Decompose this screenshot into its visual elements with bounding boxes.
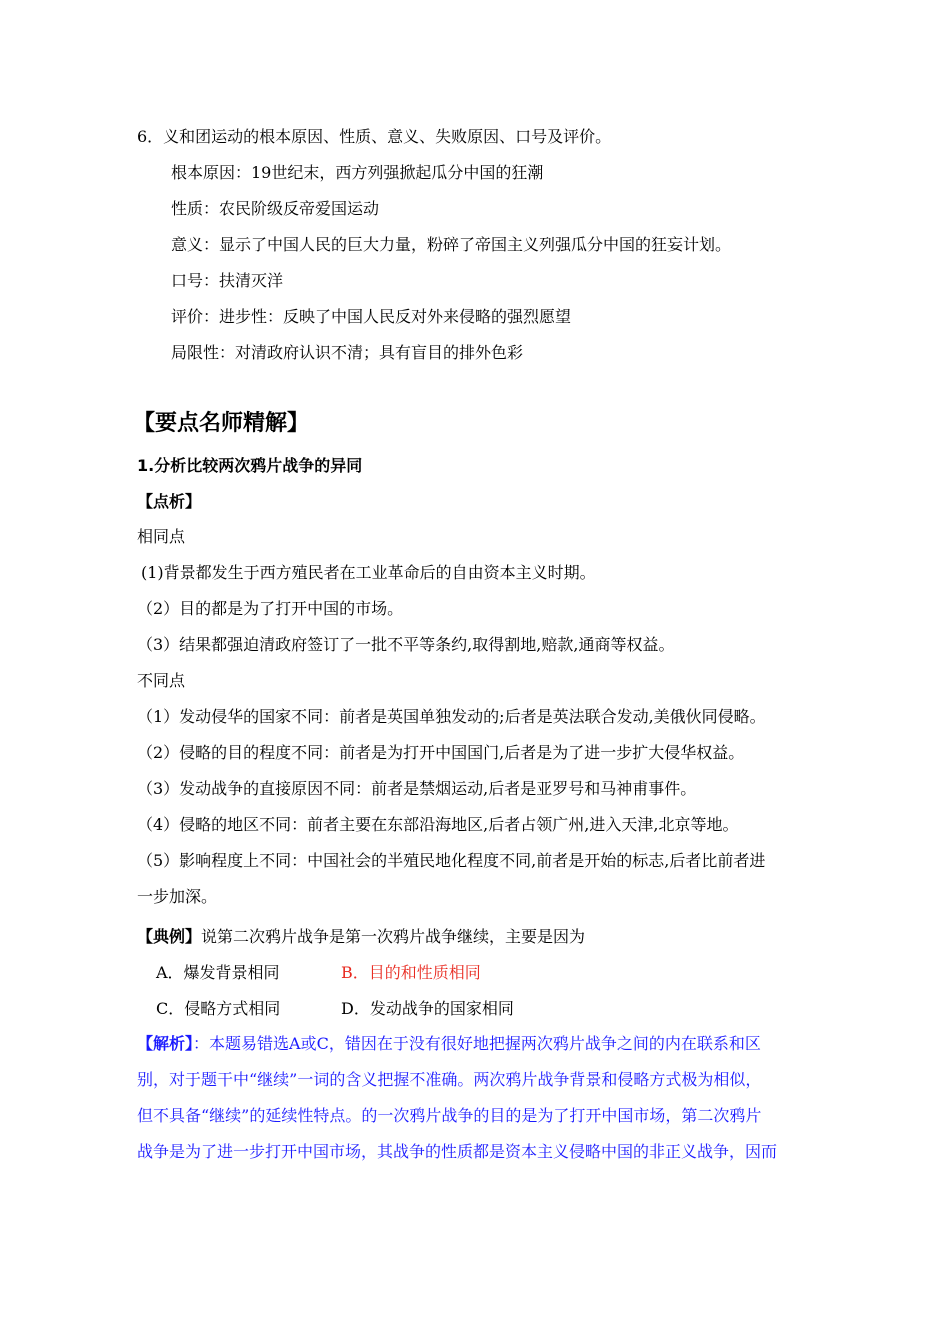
option-d: D．发动战争的国家相同 bbox=[341, 999, 514, 1018]
analysis-line-1-text: ：本题易错选A或C，错因在于没有很好地把握两次鸦片战争之间的内在联系和区 bbox=[193, 1034, 761, 1053]
diff-item-1: （1）发动侵华的国家不同：前者是英国单独发动的;后者是英法联合发动,美俄伙同侵略。 bbox=[137, 707, 766, 726]
option-c: C．侵略方式相同 bbox=[156, 999, 281, 1018]
diff-item-4: （4）侵略的地区不同：前者主要在东部沿海地区,后者占领广州,进入天津,北京等地。 bbox=[137, 815, 739, 834]
option-a: A．爆发背景相同 bbox=[156, 963, 280, 982]
sec6-line-meaning: 意义：显示了中国人民的巨大力量，粉碎了帝国主义列强瓜分中国的狂妄计划。 bbox=[171, 235, 732, 254]
sec6-line-slogan: 口号：扶清灭洋 bbox=[171, 271, 284, 290]
same-item-2: （2）目的都是为了打开中国的市场。 bbox=[137, 599, 404, 618]
diff-item-2: （2）侵略的目的程度不同：前者是为打开中国国门,后者是为了进一步扩大侵华权益。 bbox=[137, 743, 745, 762]
sec6-line-reason: 根本原因：19世纪末，西方列强掀起瓜分中国的狂潮 bbox=[171, 163, 544, 182]
sec6-line-evaluation: 评价：进步性：反映了中国人民反对外来侵略的强烈愿望 bbox=[171, 307, 572, 326]
example-question: 说第二次鸦片战争是第一次鸦片战争继续，主要是因为 bbox=[201, 927, 586, 946]
analysis-line-2: 别，对于题干中“继续”一词的含义把握不准确。两次鸦片战争背景和侵略方式极为相似， bbox=[137, 1070, 762, 1089]
diff-item-3: （3）发动战争的直接原因不同：前者是禁烟运动,后者是亚罗号和马神甫事件。 bbox=[137, 779, 697, 798]
diff-item-5: （5）影响程度上不同：中国社会的半殖民地化程度不同,前者是开始的标志,后者比前者进 bbox=[137, 851, 766, 870]
sec6-line-limitation: 局限性：对清政府认识不清；具有盲目的排外色彩 bbox=[171, 343, 524, 362]
analysis-tag: 【解析】 bbox=[137, 1034, 194, 1053]
same-label: 相同点 bbox=[137, 527, 186, 546]
analysis-block bbox=[137, 1026, 827, 1170]
example-tag: 【典例】 bbox=[137, 927, 202, 946]
sec6-line-nature: 性质：农民阶级反帝爱国运动 bbox=[171, 199, 380, 218]
analysis-line-1 bbox=[137, 1026, 827, 1062]
section-heading: 【要点名师精解】 bbox=[133, 411, 310, 436]
diff-item-5-cont: 一步加深。 bbox=[137, 887, 218, 906]
analysis-line-3: 但不具备“继续”的延续性特点。的一次鸦片战争的目的是为了打开中国市场，第二次鸦片 bbox=[137, 1106, 762, 1125]
example-question-line bbox=[137, 927, 585, 947]
point-tag: 【点析】 bbox=[137, 492, 202, 511]
same-item-3: （3）结果都强迫清政府签订了一批不平等条约,取得割地,赔款,通商等权益。 bbox=[137, 635, 675, 654]
diff-label: 不同点 bbox=[137, 671, 186, 690]
same-item-1: (1)背景都发生于西方殖民者在工业革命后的自由资本主义时期。 bbox=[141, 563, 596, 582]
analysis-line-4: 战争是为了进一步打开中国市场，其战争的性质都是资本主义侵略中国的非正义战争，因而 bbox=[137, 1142, 778, 1161]
section-6-title: 6．义和团运动的根本原因、性质、意义、失败原因、口号及评价。 bbox=[137, 127, 612, 146]
subheading: 1.分析比较两次鸦片战争的异同 bbox=[137, 456, 363, 475]
option-b-answer: B．目的和性质相同 bbox=[341, 963, 481, 982]
